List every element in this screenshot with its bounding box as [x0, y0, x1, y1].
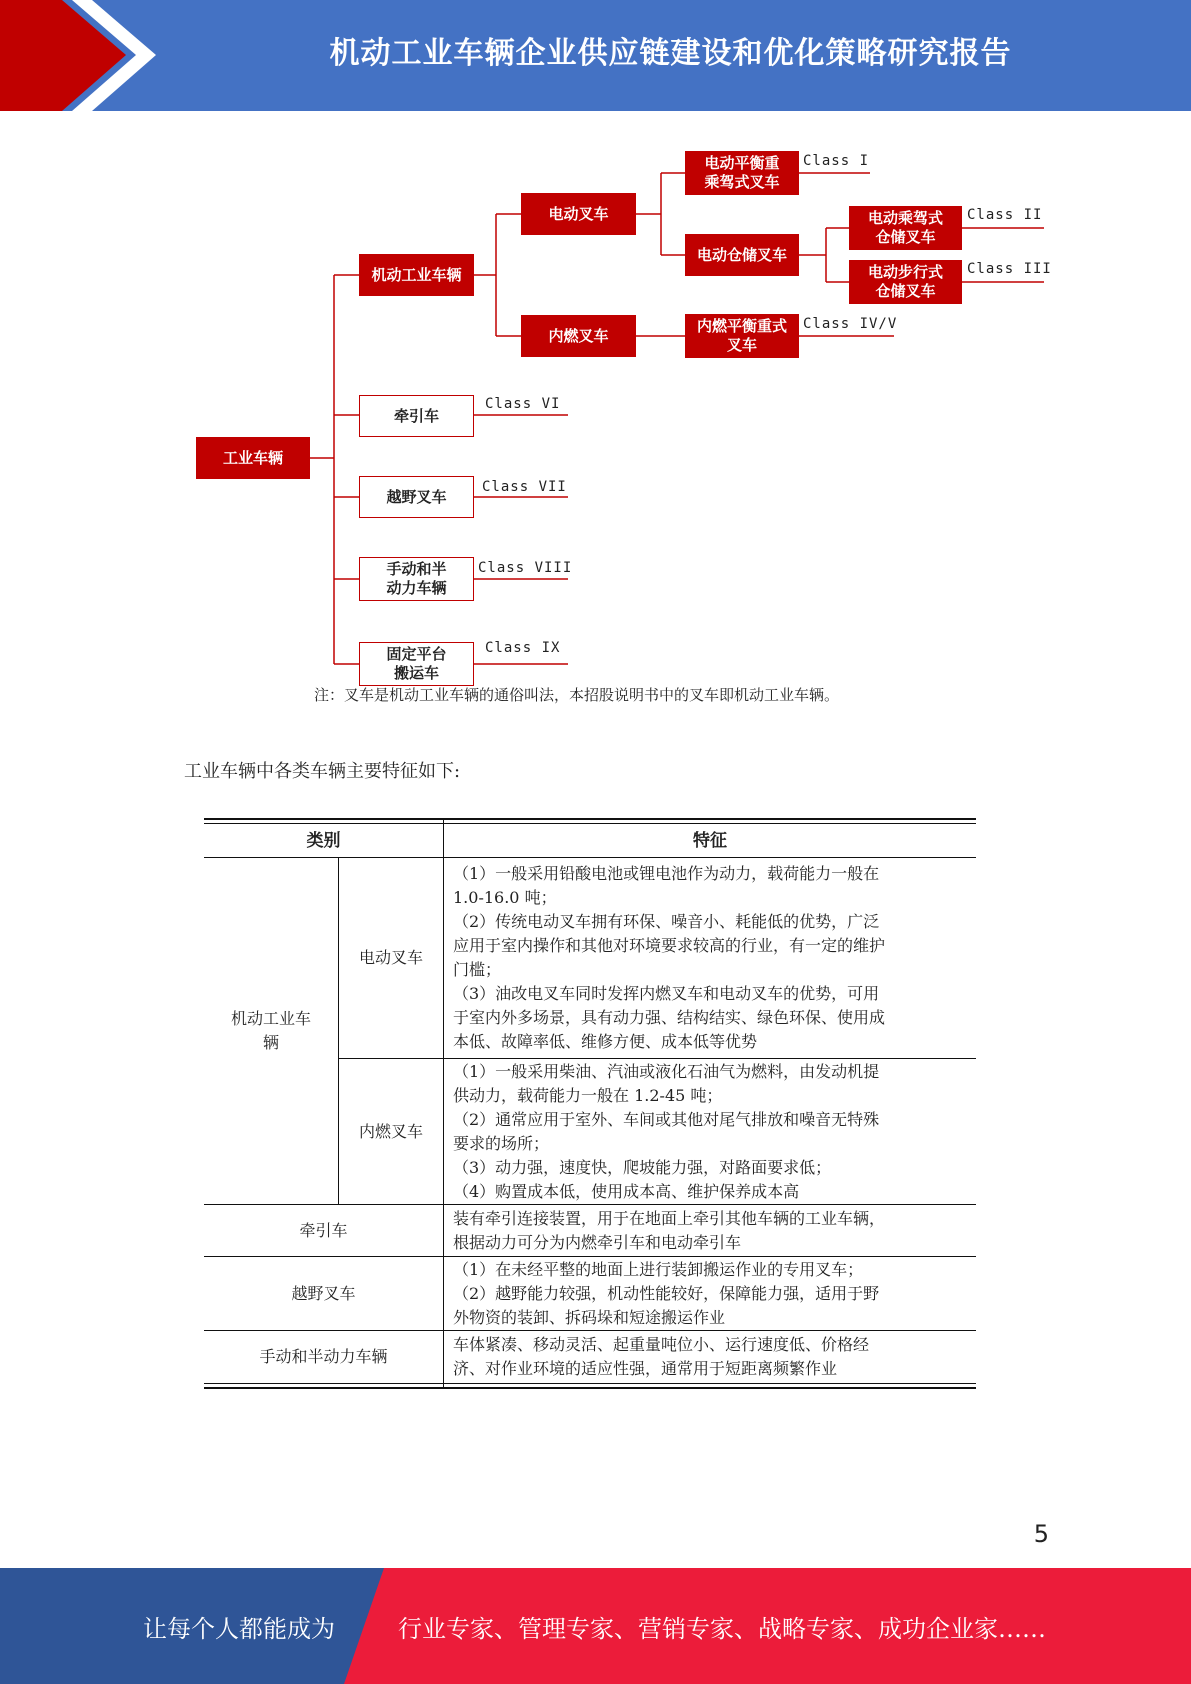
node-industrial-vehicles: 工业车辆 [196, 437, 310, 479]
class-label-vi: Class VI [485, 396, 561, 412]
table-header-feature: 特征 [693, 830, 727, 851]
page-number: 5 [1033, 1520, 1049, 1548]
node-powered-industrial-vehicles: 机动工业车辆 [359, 254, 474, 296]
table-category-rough-terrain: 越野叉车 [291, 1283, 356, 1303]
class-label-vii: Class VII [482, 479, 567, 495]
table-top-rule-1 [204, 818, 976, 820]
report-title: 机动工业车辆企业供应链建设和优化策略研究报告 [329, 36, 1012, 71]
table-category-manual-semi: 手动和半动力车辆 [259, 1347, 388, 1366]
footer-slogan-left: 让每个人都能成为 [143, 1614, 335, 1643]
node-ic-counterbalance: 内燃平衡重式 叉车 [685, 314, 799, 358]
table-bottom-rule-2 [204, 1387, 976, 1389]
table-group-powered-vehicles: 机动工业车 辆 [230, 1009, 311, 1052]
table-sub-electric-forklift: 电动叉车 [358, 948, 423, 967]
class-label-viii: Class VIII [478, 560, 573, 576]
class-label-i: Class I [803, 153, 870, 169]
table-category-tractor: 牵引车 [299, 1220, 348, 1240]
table-sub-ic-forklift: 内燃叉车 [358, 1121, 423, 1141]
diagram-note: 注：叉车是机动工业车辆的通俗叫法，本招股说明书中的叉车即机动工业车辆。 [314, 686, 840, 704]
node-manual-semi-powered: 手动和半 动力车辆 [359, 557, 474, 601]
table-feature-electric-forklift: （1）一般采用铅酸电池或锂电池作为动力，载荷能力一般在 1.0-16.0 吨； （2）传统电动叉车拥有环保、噪音小、耗能低的优势，广泛 应用于室内操作和其他对环境要求较高的行业，有一定的维护 门槛； （3）油改电叉车同时发挥内燃叉车和电动叉车的优势，可用 于室内外多场景，具有动力强、结构结实、绿色环保、使用成 本低、故障率低、维修方便、成本低等优势 [453, 864, 886, 1051]
node-ic-forklift: 内燃叉车 [521, 315, 636, 357]
table-feature-tractor: 装有牵引连接装置，用于在地面上牵引其他车辆的工业车辆， 根据动力可分为内燃牵引车和电动牵引车 [453, 1208, 886, 1252]
class-label-ii: Class II [967, 207, 1043, 223]
footer-slogan-right: 行业专家、管理专家、营销专家、战略专家、成功企业家…… [398, 1614, 1046, 1643]
class-label-ix: Class IX [485, 640, 561, 656]
node-rough-terrain-forklift: 越野叉车 [359, 476, 474, 518]
class-label-iii: Class III [967, 261, 1052, 277]
table-feature-ic-forklift: （1）一般采用柴油、汽油或液化石油气为燃料，由发动机提 供动力，载荷能力一般在 1.2-45 吨； （2）通常应用于室外、车间或其他对尾气排放和噪音无特殊 要求的场所； （3）动力强，速度快，爬坡能力强，对路面要求低； （4）购置成本低，使用成本高、维护保养成本高 [453, 1061, 880, 1201]
table-intro-text: 工业车辆中各类车辆主要特征如下: [184, 761, 461, 782]
class-label-iv-v: Class IV/V [803, 316, 898, 332]
node-fixed-platform-truck: 固定平台 搬运车 [359, 642, 474, 686]
node-electric-walkie-warehouse: 电动步行式 仓储叉车 [849, 260, 962, 304]
table-feature-rough-terrain: （1）在未经平整的地面上进行装卸搬运作业的专用叉车； （2）越野能力较强，机动性能较好，保障能力强，适用于野 外物资的装卸、拆码垛和短途搬运作业 [453, 1259, 880, 1327]
node-electric-counterbalance-rider: 电动平衡重 乘驾式叉车 [685, 151, 799, 195]
node-electric-warehouse-forklift: 电动仓储叉车 [685, 234, 799, 276]
table-feature-manual-semi: 车体紧凑、移动灵活、起重量吨位小、运行速度低、价格经 济、对作业环境的适应性强，通常用于短距离频繁作业 [453, 1335, 870, 1378]
page-footer [0, 1568, 1191, 1684]
node-tractor: 牵引车 [359, 395, 474, 437]
table-header-category: 类别 [306, 830, 341, 851]
table-bottom-rule-1 [204, 1383, 976, 1384]
node-electric-forklift: 电动叉车 [521, 193, 636, 235]
node-electric-rider-warehouse: 电动乘驾式 仓储叉车 [849, 206, 962, 250]
